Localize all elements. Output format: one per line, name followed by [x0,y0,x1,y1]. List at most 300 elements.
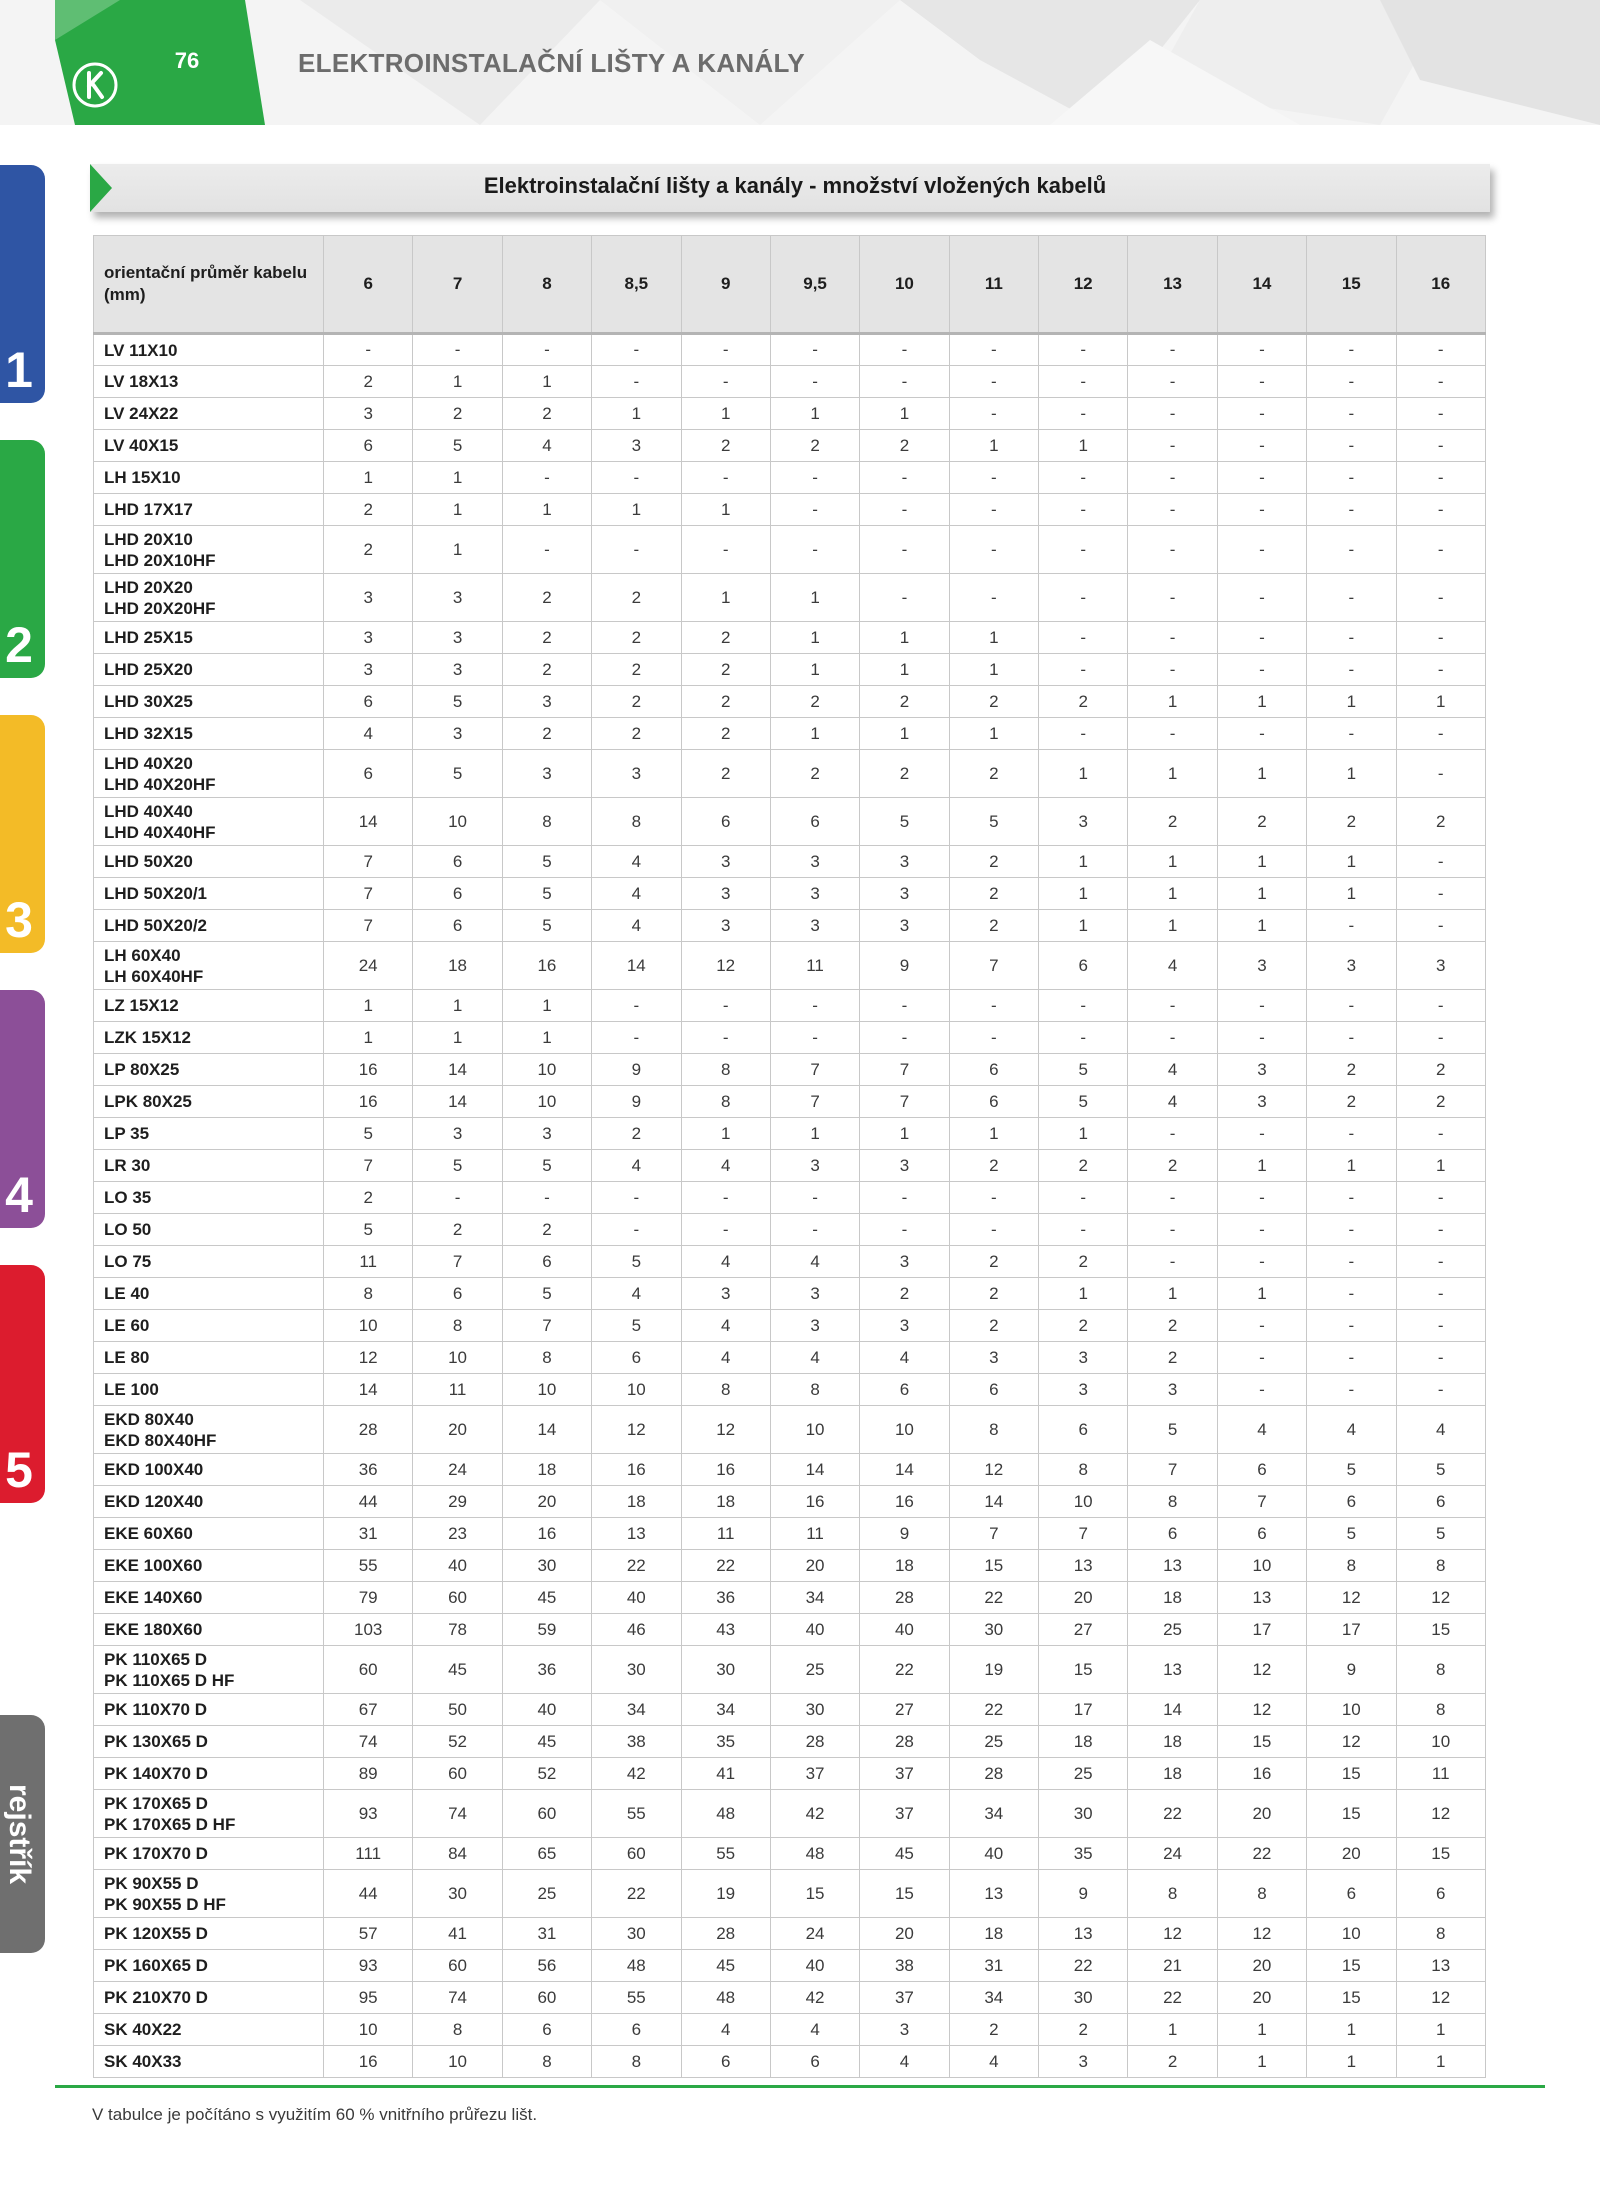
value-cell: - [592,1214,681,1246]
product-name-cell [94,1406,324,1454]
value-cell: - [1039,574,1128,622]
value-cell: 5 [413,430,502,462]
value-cell: 40 [949,1838,1038,1870]
value-cell: 3 [413,574,502,622]
value-cell: - [1217,494,1306,526]
side-tab-2[interactable] [0,440,45,678]
value-cell: 5 [1128,1406,1217,1454]
value-cell: 60 [502,1790,591,1838]
table-row [94,878,1486,910]
value-cell: 15 [860,1870,949,1918]
value-cell: 13 [1128,1646,1217,1694]
value-cell: - [1396,1310,1486,1342]
value-cell: 22 [1039,1950,1128,1982]
value-cell: 43 [681,1614,770,1646]
value-cell: 7 [324,846,413,878]
page-header [0,0,1600,125]
product-name-line: LP 35 [104,1124,150,1143]
value-cell: - [1396,430,1486,462]
value-cell: 3 [860,1310,949,1342]
value-cell: 45 [413,1646,502,1694]
product-name-line: PK 140X70 D [104,1764,208,1783]
value-cell: 4 [681,1310,770,1342]
value-cell: 5 [502,910,591,942]
side-tab-1[interactable] [0,165,45,403]
value-cell: - [1039,654,1128,686]
page-number: 76 [174,48,200,73]
value-cell: - [1217,654,1306,686]
value-cell: 18 [1128,1582,1217,1614]
value-cell: - [1307,462,1396,494]
value-cell: 78 [413,1614,502,1646]
side-tab-3[interactable] [0,715,45,953]
value-cell: 28 [324,1406,413,1454]
value-cell: 2 [681,430,770,462]
value-cell: 2 [860,750,949,798]
value-cell: - [681,462,770,494]
product-name-cell [94,1246,324,1278]
value-cell: 1 [1396,686,1486,718]
value-cell: 2 [1128,798,1217,846]
value-cell: 3 [681,910,770,942]
value-cell: 31 [502,1918,591,1950]
value-cell: 6 [1396,1870,1486,1918]
product-name-cell [94,1790,324,1838]
product-name-cell [94,990,324,1022]
value-cell: - [1396,846,1486,878]
value-cell: - [1307,990,1396,1022]
value-cell: - [1307,398,1396,430]
value-cell: 3 [324,574,413,622]
value-cell: 18 [1128,1758,1217,1790]
product-name-line: LPK 80X25 [104,1092,192,1111]
value-cell: - [1039,526,1128,574]
value-cell: 28 [681,1918,770,1950]
value-cell: 12 [1307,1726,1396,1758]
value-cell: 7 [770,1054,859,1086]
value-cell: 5 [1396,1454,1486,1486]
side-tab-index[interactable] [0,1715,45,1953]
value-cell: 3 [502,750,591,798]
value-cell: 14 [502,1406,591,1454]
table-row [94,1790,1486,1838]
value-cell: 74 [324,1726,413,1758]
table-row [94,1022,1486,1054]
value-cell: 11 [770,942,859,990]
value-cell: 1 [413,1022,502,1054]
value-cell: 44 [324,1870,413,1918]
product-name-line: LHD 50X20 [104,852,193,871]
value-cell: 10 [592,1374,681,1406]
value-cell: - [949,526,1038,574]
value-cell: 65 [502,1838,591,1870]
value-cell: 18 [502,1454,591,1486]
value-cell: - [502,334,591,366]
value-cell: - [1217,718,1306,750]
value-cell: 34 [770,1582,859,1614]
column-header: 15 [1307,236,1396,334]
value-cell: - [324,334,413,366]
value-cell: 1 [1128,1278,1217,1310]
value-cell: 8 [1396,1550,1486,1582]
column-header: 12 [1039,236,1128,334]
value-cell: 3 [324,622,413,654]
product-name-line: LZK 15X12 [104,1028,191,1047]
product-name-cell [94,494,324,526]
value-cell: 1 [1217,750,1306,798]
product-name-cell [94,1694,324,1726]
value-cell: 11 [681,1518,770,1550]
value-cell: 15 [1307,1950,1396,1982]
value-cell: 4 [770,1342,859,1374]
value-cell: 25 [1128,1614,1217,1646]
value-cell: 6 [1039,942,1128,990]
product-name-line: LHD 40X40HF [104,822,216,842]
value-cell: 8 [1396,1646,1486,1694]
product-name-line: EKD 80X40HF [104,1430,217,1450]
value-cell: 41 [413,1918,502,1950]
product-name-line: LP 80X25 [104,1060,180,1079]
value-cell: 22 [1217,1838,1306,1870]
value-cell: 67 [324,1694,413,1726]
value-cell: - [770,1022,859,1054]
value-cell: 12 [1217,1646,1306,1694]
value-cell: 30 [592,1918,681,1950]
value-cell: 2 [502,398,591,430]
value-cell: - [949,1022,1038,1054]
value-cell: - [949,574,1038,622]
value-cell: 2 [860,686,949,718]
title-arrow-icon [90,164,112,212]
table-row [94,654,1486,686]
value-cell: 20 [860,1918,949,1950]
value-cell: - [502,526,591,574]
value-cell: 7 [324,910,413,942]
value-cell: 1 [1039,750,1128,798]
value-cell: - [1217,430,1306,462]
value-cell: - [1039,462,1128,494]
value-cell: 2 [860,430,949,462]
value-cell: 6 [413,910,502,942]
value-cell: 10 [324,2014,413,2046]
value-cell: 111 [324,1838,413,1870]
value-cell: - [770,366,859,398]
value-cell: 22 [949,1582,1038,1614]
product-name-line: EKE 100X60 [104,1556,203,1575]
value-cell: - [592,462,681,494]
value-cell: 37 [860,1758,949,1790]
table-row [94,430,1486,462]
value-cell: - [1396,574,1486,622]
value-cell: 1 [413,990,502,1022]
table-row [94,1406,1486,1454]
value-cell: - [1307,1374,1396,1406]
value-cell: 22 [681,1550,770,1582]
side-tab-4[interactable] [0,990,45,1228]
table-row [94,1550,1486,1582]
value-cell: 11 [1396,1758,1486,1790]
value-cell: 4 [1128,1054,1217,1086]
value-cell: 2 [1307,1086,1396,1118]
value-cell: 1 [1039,1278,1128,1310]
value-cell: 38 [592,1726,681,1758]
value-cell: 2 [324,526,413,574]
value-cell: - [681,990,770,1022]
value-cell: 18 [1128,1726,1217,1758]
product-name-cell [94,1310,324,1342]
value-cell: - [681,1182,770,1214]
value-cell: - [860,366,949,398]
product-name-line: LH 60X40 [104,945,181,965]
value-cell: 14 [860,1454,949,1486]
value-cell: 7 [860,1054,949,1086]
value-cell: 6 [949,1374,1038,1406]
value-cell: - [1217,1022,1306,1054]
value-cell: 42 [770,1790,859,1838]
product-name-cell [94,1086,324,1118]
value-cell: - [860,1214,949,1246]
value-cell: 17 [1039,1694,1128,1726]
product-name-line: LHD 17X17 [104,500,193,519]
value-cell: 37 [860,1982,949,2014]
value-cell: 5 [502,846,591,878]
value-cell: 15 [1307,1758,1396,1790]
value-cell: 15 [1396,1838,1486,1870]
value-cell: 29 [413,1486,502,1518]
value-cell: 16 [592,1454,681,1486]
value-cell: 2 [592,574,681,622]
value-cell: 2 [860,1278,949,1310]
value-cell: 1 [681,398,770,430]
value-cell: 20 [770,1550,859,1582]
value-cell: - [1396,1022,1486,1054]
value-cell: - [1307,1310,1396,1342]
value-cell: 28 [860,1726,949,1758]
product-name-cell [94,1726,324,1758]
value-cell: 11 [413,1374,502,1406]
table-row [94,1870,1486,1918]
value-cell: 16 [324,2046,413,2078]
value-cell: 4 [1307,1406,1396,1454]
table-title: Elektroinstalační lišty a kanály - množství vložených kabelů [483,173,1107,198]
value-cell: 3 [1217,1054,1306,1086]
value-cell: 3 [860,878,949,910]
value-cell: 4 [592,878,681,910]
value-cell: - [1307,1342,1396,1374]
table-row [94,1982,1486,2014]
value-cell: 2 [681,686,770,718]
value-cell: 10 [1307,1694,1396,1726]
value-cell: - [1307,430,1396,462]
value-cell: 1 [1128,878,1217,910]
value-cell: 7 [1217,1486,1306,1518]
column-header: 8 [502,236,591,334]
value-cell: 16 [502,1518,591,1550]
value-cell: 18 [592,1486,681,1518]
value-cell: 4 [592,1150,681,1182]
column-header: 13 [1128,236,1217,334]
value-cell: 22 [860,1646,949,1694]
table-row [94,990,1486,1022]
product-name-cell [94,798,324,846]
value-cell: 30 [1039,1790,1128,1838]
value-cell: 6 [1217,1454,1306,1486]
value-cell: 1 [860,1118,949,1150]
value-cell: 12 [1396,1982,1486,2014]
value-cell: 18 [1039,1726,1128,1758]
value-cell: 5 [1396,1518,1486,1550]
product-name-cell [94,1150,324,1182]
value-cell: - [770,1214,859,1246]
value-cell: 1 [1217,878,1306,910]
value-cell: 56 [502,1950,591,1982]
value-cell: 4 [592,910,681,942]
value-cell: - [1307,334,1396,366]
product-name-line: EKE 180X60 [104,1620,203,1639]
value-cell: 5 [413,1150,502,1182]
value-cell: 1 [324,990,413,1022]
value-cell: - [592,526,681,574]
value-cell: 4 [770,2014,859,2046]
value-cell: - [1307,526,1396,574]
value-cell: 8 [413,1310,502,1342]
value-cell: - [1128,462,1217,494]
value-cell: 40 [413,1550,502,1582]
value-cell: 6 [949,1054,1038,1086]
product-name-cell [94,1374,324,1406]
value-cell: 60 [413,1950,502,1982]
value-cell: 12 [1128,1918,1217,1950]
side-tab-label: 1 [5,342,33,398]
value-cell: 14 [592,942,681,990]
value-cell: 28 [770,1726,859,1758]
value-cell: 1 [770,574,859,622]
value-cell: 34 [949,1790,1038,1838]
value-cell: 2 [949,686,1038,718]
product-name-cell [94,1486,324,1518]
value-cell: - [1307,1118,1396,1150]
k-logo-icon [72,62,118,108]
product-name-line: LHD 20X10HF [104,550,216,570]
value-cell: - [1217,1118,1306,1150]
value-cell: 9 [592,1054,681,1086]
product-name-line: EKD 120X40 [104,1492,204,1511]
value-cell: 2 [1039,686,1128,718]
value-cell: 10 [413,2046,502,2078]
table-row [94,1918,1486,1950]
value-cell: 59 [502,1614,591,1646]
product-name-cell [94,1182,324,1214]
product-name-cell [94,1582,324,1614]
value-cell: 12 [949,1454,1038,1486]
product-name-line: PK 110X65 D HF [104,1670,235,1690]
product-name-line: PK 110X70 D [104,1700,208,1719]
value-cell: 15 [770,1870,859,1918]
table-row [94,1486,1486,1518]
value-cell: 6 [592,2014,681,2046]
product-name-line: PK 170X65 D HF [104,1814,236,1834]
value-cell: 23 [413,1518,502,1550]
product-name-cell [94,750,324,798]
value-cell: 30 [592,1646,681,1694]
value-cell: 40 [770,1950,859,1982]
value-cell: 20 [1217,1982,1306,2014]
value-cell: 8 [413,2014,502,2046]
product-name-cell [94,1342,324,1374]
value-cell: 13 [592,1518,681,1550]
value-cell: - [1039,718,1128,750]
value-cell: 7 [502,1310,591,1342]
value-cell: 30 [770,1694,859,1726]
value-cell: - [1128,654,1217,686]
value-cell: 19 [681,1870,770,1918]
table-row [94,2046,1486,2078]
value-cell: 1 [413,462,502,494]
value-cell: 40 [502,1694,591,1726]
product-name-line: EKD 80X40 [104,1409,194,1429]
value-cell: 7 [949,942,1038,990]
table-row [94,750,1486,798]
table-row [94,334,1486,366]
value-cell: - [949,366,1038,398]
table-row [94,686,1486,718]
value-cell: 6 [949,1086,1038,1118]
table-row [94,1582,1486,1614]
footnote: V tabulce je počítáno s využitím 60 % vnitřního průřezu lišt. [92,2105,538,2124]
value-cell: - [770,526,859,574]
value-cell: 3 [860,1246,949,1278]
value-cell: 10 [860,1406,949,1454]
value-cell: 4 [592,846,681,878]
side-tab-5[interactable] [0,1265,45,1503]
value-cell: - [949,494,1038,526]
value-cell: 2 [413,1214,502,1246]
value-cell: 10 [502,1086,591,1118]
value-cell: 22 [592,1550,681,1582]
value-cell: 6 [1307,1486,1396,1518]
value-cell: 45 [502,1726,591,1758]
value-cell: 2 [949,750,1038,798]
value-cell: 14 [770,1454,859,1486]
value-cell: 10 [324,1310,413,1342]
value-cell: 5 [860,798,949,846]
value-cell: 10 [1039,1486,1128,1518]
value-cell: 8 [949,1406,1038,1454]
value-cell: - [1396,1214,1486,1246]
value-cell: 1 [1128,686,1217,718]
value-cell: 8 [502,2046,591,2078]
value-cell: - [1217,334,1306,366]
product-name-line: LHD 50X20/2 [104,916,207,935]
value-cell: 14 [1128,1694,1217,1726]
value-cell: - [1217,1310,1306,1342]
product-name-line: LHD 25X20 [104,660,193,679]
product-name-line: LHD 25X15 [104,628,193,647]
product-name-line: PK 110X65 D [104,1649,208,1669]
value-cell: - [949,462,1038,494]
table-row [94,1214,1486,1246]
value-cell: 55 [592,1790,681,1838]
value-cell: 1 [1307,846,1396,878]
value-cell: 3 [681,846,770,878]
value-cell: 6 [681,798,770,846]
value-cell: - [860,1182,949,1214]
product-name-cell [94,846,324,878]
value-cell: - [1128,334,1217,366]
value-cell: 1 [1128,750,1217,798]
product-name-line: EKE 140X60 [104,1588,203,1607]
value-cell: - [1128,718,1217,750]
